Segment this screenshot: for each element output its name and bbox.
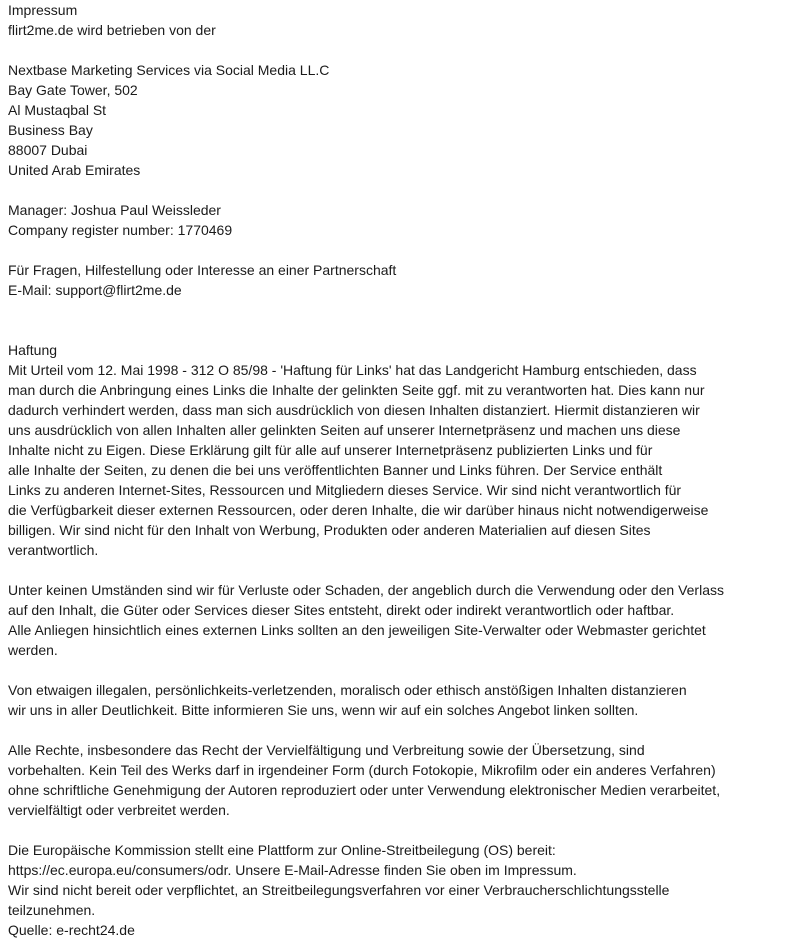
- dispute-resolution-paragraph: [8, 840, 788, 940]
- text-line: https://ec.europa.eu/consumers/odr. Unsere E-Mail-Adresse finden Sie oben im Impressum.: [8, 862, 577, 878]
- email-line: [8, 280, 788, 300]
- company-address: [8, 60, 788, 180]
- company-register-line: Company register number: 1770469: [8, 222, 233, 238]
- address-line: Bay Gate Tower, 502: [8, 82, 138, 98]
- address-line: 88007 Dubai: [8, 142, 88, 158]
- text-line: alle Inhalte der Seiten, zu denen die bei uns veröffentlichten Banner und Links führen. Der Service enthält: [8, 462, 663, 478]
- address-line: Nextbase Marketing Services via Social Media LL.C: [8, 62, 330, 78]
- text-line: Alle Anliegen hinsichtlich eines externen Links sollten an den jeweiligen Site-Verwalter oder Webmaster gerichtet: [8, 622, 706, 638]
- text-line: uns ausdrücklich von allen Inhalten aller gelinkten Seiten auf unserer Internetpräsenz und machen uns diese: [8, 422, 681, 438]
- manager-line: Manager: Joshua Paul Weissleder: [8, 202, 221, 218]
- text-line: wir uns in aller Deutlichkeit. Bitte informieren Sie uns, wenn wir auf ein solches Angebot linken sollten.: [8, 702, 639, 718]
- text-line: Inhalte nicht zu Eigen. Diese Erklärung gilt für alle auf unserer Internetpräsenz publizierten Links und für: [8, 442, 653, 458]
- text-line: Wir sind nicht bereit oder verpflichtet, an Streitbeilegungsverfahren vor einer Verbraucherschlichtungsstelle: [8, 882, 670, 898]
- haftung-section: [8, 340, 788, 940]
- damages-paragraph: [8, 580, 788, 660]
- support-email-link[interactable]: support@flirt2me.de: [55, 282, 182, 298]
- email-label: E-Mail:: [8, 282, 56, 298]
- source-line: Quelle: e-recht24.de: [8, 922, 135, 938]
- text-line: werden.: [8, 642, 58, 658]
- distancing-paragraph: [8, 680, 788, 720]
- impressum-heading: Impressum: [8, 2, 78, 18]
- address-line: Business Bay: [8, 122, 93, 138]
- text-line: die Verfügbarkeit dieser externen Ressourcen, oder deren Inhalte, die wir darüber hinaus nicht notwendigerweise: [8, 502, 709, 518]
- text-line: Alle Rechte, insbesondere das Recht der Vervielfältigung und Verbreitung sowie der Übersetzung, sind: [8, 742, 645, 758]
- text-line: Mit Urteil vom 12. Mai 1998 - 312 O 85/98 - 'Haftung für Links' hat das Landgericht Hamburg entschieden, dass: [8, 362, 697, 378]
- text-line: auf den Inhalt, die Güter oder Services dieser Sites entsteht, direkt oder indirekt verantwortlich oder haftbar.: [8, 602, 675, 618]
- text-line: teilzunehmen.: [8, 902, 96, 918]
- text-line: Von etwaigen illegalen, persönlichkeits-verletzenden, moralisch oder ethisch anstößigen Inhalten distanzieren: [8, 682, 687, 698]
- address-line: Al Mustaqbal St: [8, 102, 107, 118]
- text-line: vorbehalten. Kein Teil des Werks darf in irgendeiner Form (durch Fotokopie, Mikrofilm oder ein anderes Verfahren): [8, 762, 716, 778]
- text-line: billigen. Wir sind nicht für den Inhalt von Werbung, Produkten oder anderen Materialien auf diesen Sites: [8, 522, 651, 538]
- text-line: ohne schriftliche Genehmigung der Autoren reproduziert oder unter Verwendung elektronischer Medien verarbeitet,: [8, 782, 721, 798]
- copyright-paragraph: [8, 740, 788, 820]
- text-line: Unter keinen Umständen sind wir für Verluste oder Schaden, der angeblich durch die Verwendung oder den Verlass: [8, 582, 724, 598]
- text-line: man durch die Anbringung eines Links die Inhalte der gelinkten Seite ggf. mit zu verantworten hat. Dies kann nur: [8, 382, 705, 398]
- impressum-section: [8, 0, 788, 300]
- text-line: Die Europäische Kommission stellt eine Plattform zur Online-Streitbeilegung (OS) bereit:: [8, 842, 556, 858]
- text-line: Links zu anderen Internet-Sites, Ressourcen und Mitgliedern dieses Service. Wir sind nicht verantwortlich für: [8, 482, 682, 498]
- text-line: dadurch verhindert werden, dass man sich ausdrücklich von diesen Inhalten distanziert. Hiermit distanzieren wir: [8, 402, 700, 418]
- haftung-heading: Haftung: [8, 342, 58, 358]
- operator-intro: flirt2me.de wird betrieben von der: [8, 22, 216, 38]
- address-line: United Arab Emirates: [8, 162, 141, 178]
- contact-intro: Für Fragen, Hilfestellung oder Interesse an einer Partnerschaft: [8, 262, 397, 278]
- text-line: vervielfältigt oder verbreitet werden.: [8, 802, 230, 818]
- text-line: verantwortlich.: [8, 542, 99, 558]
- liability-paragraph: [8, 360, 788, 560]
